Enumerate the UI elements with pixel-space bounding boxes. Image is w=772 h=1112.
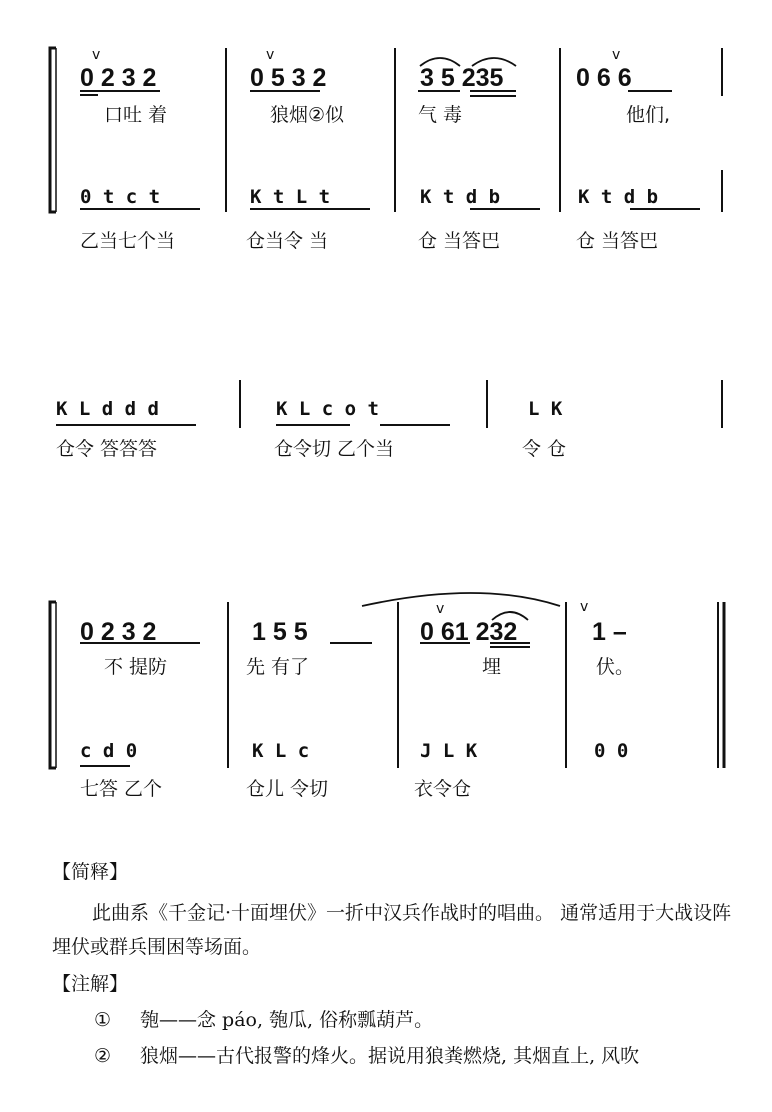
voice-measure-4: 1 – — [592, 618, 627, 646]
percussion-measure: L K — [528, 398, 563, 420]
voice-measure-3: 3 5 235 — [420, 64, 504, 92]
lyric: 气 毒 — [418, 104, 463, 126]
percussion-syllables: 仓令切 乙个当 — [274, 438, 395, 460]
note-marker: ② — [94, 1045, 112, 1067]
lyric: 口吐 着 — [104, 104, 168, 126]
percussion-measure: 0 t c t — [80, 186, 161, 208]
voice-measure-2: 0 5 3 2 — [250, 64, 327, 92]
percussion-syllables: 衣令仓 — [414, 778, 472, 800]
percussion-syllables: 仓儿 令切 — [246, 778, 329, 800]
brief-text: 此曲系《千金记·十面埋伏》一折中汉兵作战时的唱曲。 通常适用于大战设阵埋伏或群兵围困等场面。 — [52, 902, 732, 958]
percussion-measure: J L K — [420, 740, 478, 762]
percussion-measure: K L d d d — [56, 398, 159, 420]
voice-measure-4: 0 6 6 — [576, 64, 632, 92]
voice-measure-2: 1 5 5 — [252, 618, 308, 646]
percussion-measure: K t d b — [578, 186, 659, 208]
lyric: 先 有了 — [246, 656, 310, 678]
percussion-syllables: 令 仓 — [522, 438, 567, 460]
percussion-syllables: 仓 当答巴 — [576, 230, 659, 252]
note-2-text: 狼烟——古代报警的烽火。据说用狼粪燃烧, 其烟直上, 风吹 — [140, 1045, 640, 1067]
notes-heading: 【注解】 — [52, 973, 129, 995]
note-1-text: 匏——念 páo, 匏瓜, 俗称瓢葫芦。 — [140, 1009, 434, 1031]
percussion-measure: K L c o t — [276, 398, 379, 420]
voice-measure-3: 0 61 232 — [420, 618, 518, 646]
percussion-measure: 0 0 — [594, 740, 629, 762]
percussion-measure: K t d b — [420, 186, 501, 208]
percussion-measure: K t L t — [250, 186, 331, 208]
percussion-measure: c d 0 — [80, 740, 138, 762]
brief-heading: 【简释】 — [52, 861, 129, 883]
percussion-syllables: 仓 当答巴 — [418, 230, 501, 252]
lyric: 狼烟②似 — [270, 104, 345, 126]
lyric: 埋 — [482, 656, 502, 678]
note-marker: ① — [94, 1009, 112, 1031]
accent-mark: v — [92, 47, 101, 63]
percussion-syllables: 乙当七个当 — [80, 230, 176, 252]
accent-mark: v — [436, 601, 445, 617]
accent-mark: v — [580, 599, 589, 615]
accent-mark: v — [266, 47, 275, 63]
percussion-measure: K L c — [252, 740, 310, 762]
voice-measure-1: 0 2 3 2 — [80, 618, 157, 646]
accent-mark: v — [612, 47, 621, 63]
voice-measure-1: 0 2 3 2 — [80, 64, 157, 92]
lyric: 不 提防 — [104, 656, 168, 678]
lyric: 伏。 — [596, 656, 635, 678]
percussion-syllables: 七答 乙个 — [80, 778, 163, 800]
percussion-syllables: 仓当令 当 — [246, 230, 329, 252]
percussion-syllables: 仓令 答答答 — [56, 438, 158, 460]
lyric: 他们, — [626, 104, 671, 126]
